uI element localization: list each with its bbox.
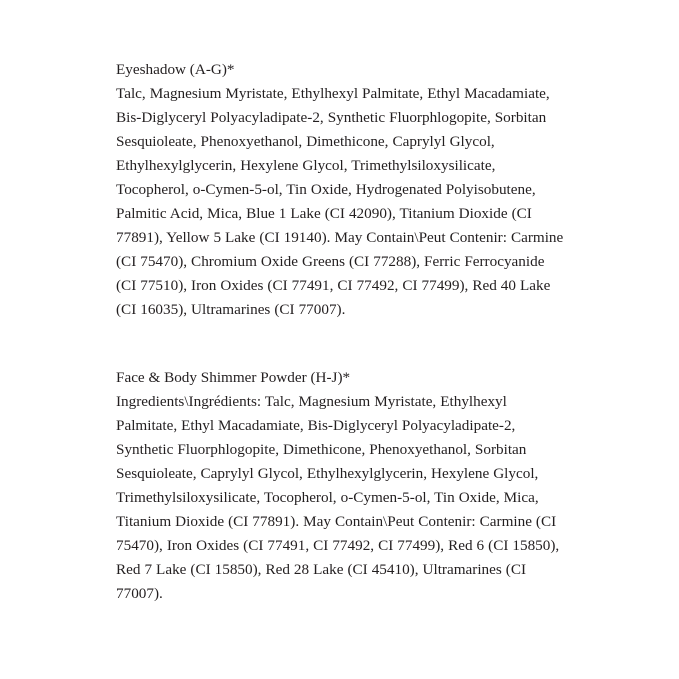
ingredient-section-eyeshadow xyxy=(116,58,564,322)
section-body-shimmer-powder: Ingredients\Ingrédients: Talc, Magnesium Myristate, Ethylhexyl Palmitate, Ethyl Macadamiate, Bis-Diglyceryl Polyacyladipate-2, Synthetic Fluorphlogopite, Dimethicone, Phenoxyethanol, Sorbitan Sesquioleate, Caprylyl Glycol, Ethylhexylglycerin, Hexylene Glycol, Trimethylsiloxysilicate, Tocopherol, o-Cymen-5-ol, Tin Oxide, Mica, Titanium Dioxide (CI 77891). May Contain\Peut Contenir: Carmine (CI 75470), Iron Oxides (CI 77491, CI 77492, CI 77499), Red 6 (CI 15850), Red 7 Lake (CI 15850), Red 28 Lake (CI 45410), Ultramarines (CI 77007). xyxy=(116,393,560,602)
section-title-shimmer-powder: Face & Body Shimmer Powder (H-J)* xyxy=(116,369,351,386)
section-title-eyeshadow: Eyeshadow (A-G)* xyxy=(116,61,235,78)
ingredient-section-shimmer-powder xyxy=(116,366,564,606)
section-spacer xyxy=(116,346,564,366)
section-body-eyeshadow: Talc, Magnesium Myristate, Ethylhexyl Palmitate, Ethyl Macadamiate, Bis-Diglyceryl Polyacyladipate-2, Synthetic Fluorphlogopite, Sorbitan Sesquioleate, Phenoxyethanol, Dimethicone, Caprylyl Glycol, Ethylhexylglycerin, Hexylene Glycol, Trimethylsiloxysilicate, Tocopherol, o-Cymen-5-ol, Tin Oxide, Hydrogenated Polyisobutene, Palmitic Acid, Mica, Blue 1 Lake (CI 42090), Titanium Dioxide (CI 77891), Yellow 5 Lake (CI 19140). May Contain\Peut Contenir: Carmine (CI 75470), Chromium Oxide Greens (CI 77288), Ferric Ferrocyanide (CI 77510), Iron Oxides (CI 77491, CI 77492, CI 77499), Red 40 Lake (CI 16035), Ultramarines (CI 77007). xyxy=(116,85,564,318)
